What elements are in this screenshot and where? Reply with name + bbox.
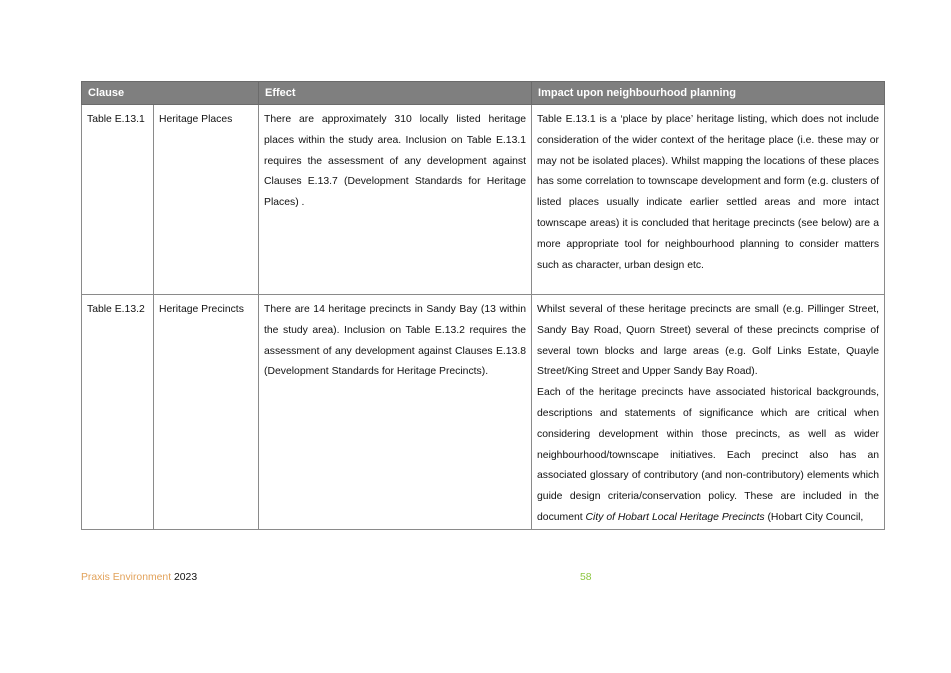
header-effect: Effect	[259, 82, 532, 105]
table-row	[82, 295, 885, 530]
header-impact: Impact upon neighbourhood planning	[532, 82, 885, 105]
clause-ref: Table E.13.1	[82, 105, 154, 295]
clause-effect: There are approximately 310 locally listed heritage places within the study area. Inclusion on Table E.13.1 requires the assessment of any development against Clauses E.13.7 (Development Standards for Heritage Places) .	[259, 105, 532, 295]
clause-impact	[532, 295, 885, 530]
table-header-row	[82, 82, 885, 105]
document-publisher: (Hobart City Council,	[767, 511, 864, 523]
impact-paragraph: Table E.13.1 is a ‘place by place’ heritage listing, which does not include consideration of the wider context of the heritage place (i.e. these may or may not be isolated places). Whilst mapping the locations of these places has some correlation to townscape development and form (e.g. clusters of listed places usually indicate earlier settled areas and more intact townscape areas) it is concluded that heritage precincts (see below) are a more appropriate tool for neighbourhood planning to consider matters such as character, urban design etc.	[537, 114, 880, 271]
page-number: 58	[580, 572, 592, 583]
heritage-clauses-table	[81, 81, 885, 530]
clause-ref: Table E.13.2	[82, 295, 154, 530]
clause-impact	[532, 105, 885, 295]
header-clause: Clause	[82, 82, 259, 105]
impact-paragraph-text: Each of the heritage precincts have associated historical backgrounds, descriptions and statements of significance which are critical when considering development within those precincts, as well as wider neighbourhood/townscape initiatives. Each precinct also has an associated glossary of contributory (and non-contributory) elements which guide design criteria/conservation policy. These are included in the document	[537, 387, 880, 523]
footer-brand: Praxis Environment	[81, 572, 172, 583]
footer-year: 2023	[173, 572, 198, 583]
impact-paragraph-continued	[537, 383, 879, 529]
table-row	[82, 105, 885, 295]
clause-name: Heritage Places	[154, 105, 259, 295]
clause-name: Heritage Precincts	[154, 295, 259, 530]
footer-brand-line	[81, 572, 197, 583]
impact-paragraph: Whilst several of these heritage precincts are small (e.g. Pillinger Street, Sandy Bay Road, Quorn Street) several of these precincts comprise of several town blocks and large areas (e.g. Golf Links Estate, Quayle Street/King Street and Upper Sandy Bay Road).	[537, 304, 880, 378]
document-title: City of Hobart Local Heritage Precincts	[585, 511, 765, 523]
clause-effect: There are 14 heritage precincts in Sandy Bay (13 within the study area). Inclusion on Table E.13.2 requires the assessment of any development against Clauses E.13.8 (Development Standards for Heritage Precincts).	[259, 295, 532, 530]
